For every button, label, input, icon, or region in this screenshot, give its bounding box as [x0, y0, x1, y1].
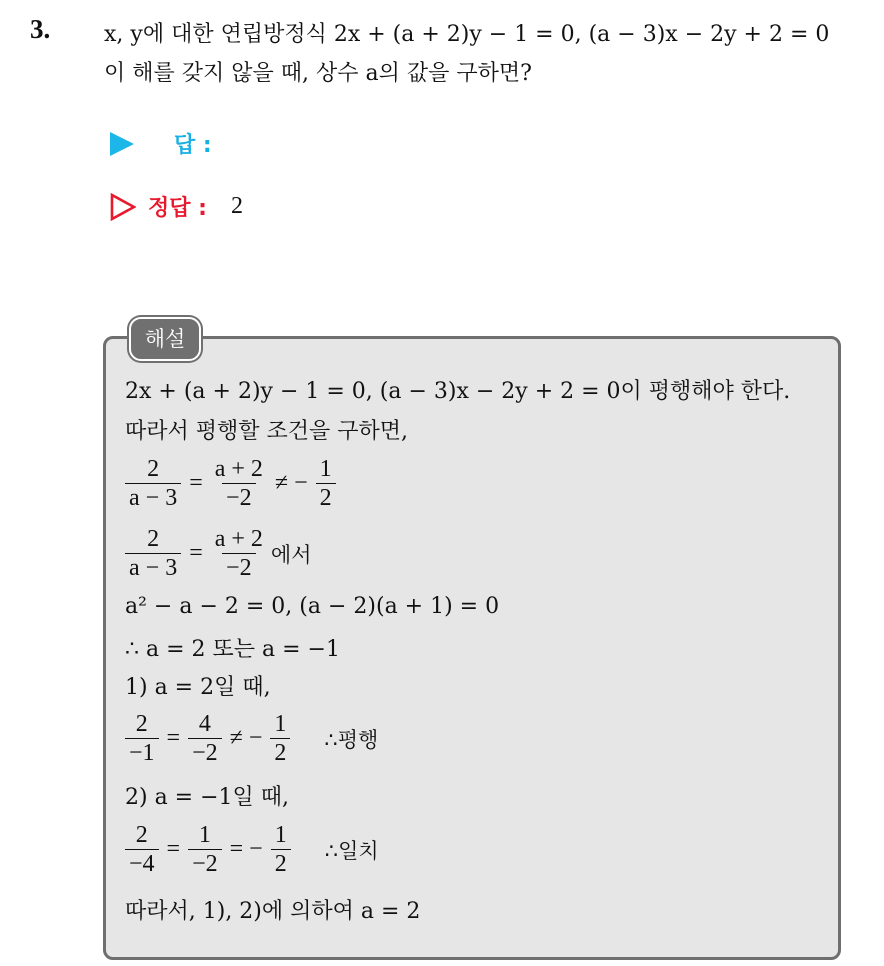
- question-text-line-2: 이 해를 갖지 않을 때, 상수 a의 값을 구하면?: [104, 61, 532, 86]
- correct-answer-label: 정답 :: [148, 196, 207, 221]
- correct-answer-row: [110, 191, 243, 222]
- answer-row: [110, 128, 212, 159]
- fraction: $\frac{2}{a - 3}$: [125, 525, 181, 582]
- solution-line-2: 따라서 평행할 조건을 구하면,: [125, 419, 408, 444]
- solution-line-5: a² − a − 2 = 0, (a − 2)(a + 1) = 0: [125, 594, 500, 619]
- fraction: $\frac{1}{2}$: [270, 710, 290, 767]
- play-triangle-icon: [110, 132, 134, 156]
- fraction: $\frac{a + 2}{-2}$: [214, 526, 263, 581]
- fraction: $\frac{2}{a - 3}$: [125, 455, 181, 512]
- fraction: $\frac{1}{2}$: [316, 455, 336, 512]
- solution-line-9: 2) a = −1일 때,: [125, 785, 290, 810]
- solution-line-3: $\frac{2}{a - 3}$ = $\frac{a + 2}{-2}$ ≠ − $\frac{1}{2}$: [125, 455, 336, 512]
- answer-label: 답 :: [174, 133, 212, 158]
- question-text-line-1: x, y에 대한 연립방정식 2x + (a + 2)y − 1 = 0, (a − 3)x − 2y + 2 = 0: [104, 22, 830, 47]
- solution-line-1: 2x + (a + 2)y − 1 = 0, (a − 3)x − 2y + 2 = 0이 평행해야 한다.: [125, 379, 791, 404]
- fraction: $\frac{4}{-2}$: [188, 710, 222, 767]
- fraction: $\frac{2}{-1}$: [125, 710, 159, 767]
- fraction: $\frac{1}{2}$: [271, 821, 291, 878]
- solution-line-11: 따라서, 1), 2)에 의하여 a = 2: [125, 899, 421, 924]
- correct-answer-value: 2: [230, 193, 243, 219]
- solution-tag: 해설: [129, 317, 201, 361]
- fraction: $\frac{a + 2}{-2}$: [214, 456, 263, 511]
- solution-line-4: $\frac{2}{a - 3}$ = $\frac{a + 2}{-2}$ 에서: [125, 525, 312, 582]
- solution-line-10: $\frac{2}{-4}$ = $\frac{1}{-2}$ = − $\frac{1}{2}$ ∴일치: [125, 821, 379, 878]
- outline-triangle-icon: [110, 193, 136, 221]
- solution-line-7: 1) a = 2일 때,: [125, 675, 271, 700]
- fraction: $\frac{2}{-4}$: [125, 821, 159, 878]
- fraction: $\frac{1}{-2}$: [188, 821, 222, 878]
- solution-line-8: $\frac{2}{-1}$ = $\frac{4}{-2}$ ≠ − $\frac{1}{2}$ ∴평행: [125, 710, 378, 767]
- solution-line-6: ∴ a = 2 또는 a = −1: [125, 637, 340, 662]
- question-number: 3.: [30, 14, 51, 44]
